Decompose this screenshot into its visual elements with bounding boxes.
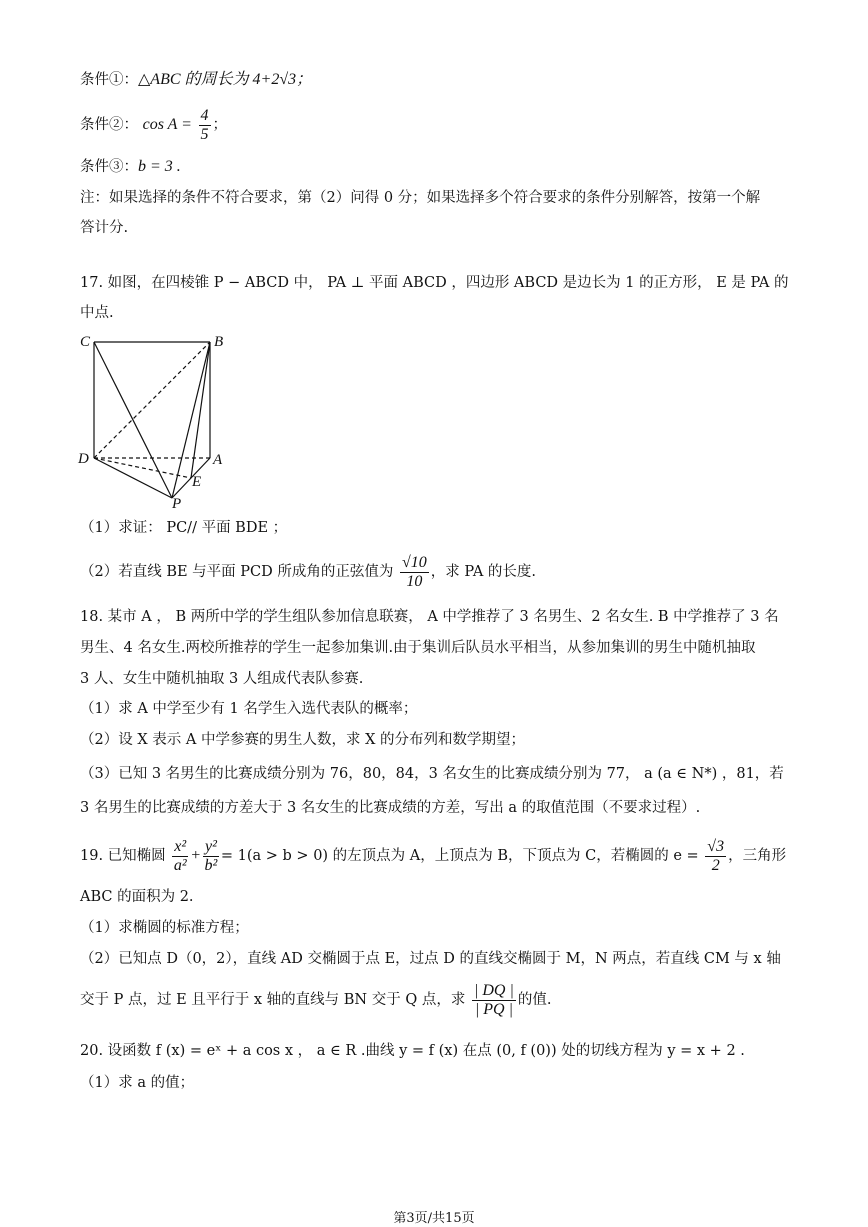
fraction-denominator: | PQ | <box>474 1000 513 1018</box>
q19-part-2-line-2 <box>80 980 551 1020</box>
edge-DE <box>94 458 191 478</box>
condition-2-end: ； <box>212 117 228 133</box>
pyramid-figure <box>76 330 236 510</box>
condition-1 <box>80 70 312 90</box>
q18-line-3: 3 人、女生中随机抽取 3 人组成代表队参赛. <box>80 671 364 687</box>
condition-2 <box>80 106 227 144</box>
q19-line-1 <box>80 836 786 876</box>
q20-line-1: 20. 设函数 f (x) = eˣ + a cos x ， a ∈ R .曲线 y = f (x) 在点 (0, f (0)) 处的切线方程为 y = x + 2 . <box>80 1043 745 1059</box>
fraction-numerator: | DQ | <box>473 981 514 999</box>
label-P: P <box>172 496 182 510</box>
q19-part-1: （1）求椭圆的标准方程； <box>80 920 249 936</box>
q19-part-2-post: 的值. <box>517 992 552 1008</box>
q19-part-2-pre: 交于 P 点，过 E 且平行于 x 轴的直线与 BN 交于 Q 点，求 <box>80 992 466 1008</box>
page-footer: 第3页/共15页 <box>393 1211 475 1226</box>
label-A: A <box>213 452 223 468</box>
fraction-numerator: y² <box>204 837 217 855</box>
fraction-numerator: √3 <box>707 837 725 855</box>
q18-part-3-line-1: （3）已知 3 名男生的比赛成绩分别为 76，80，84，3 名女生的比赛成绩分别为 77， a (a ∈ N*) ，81，若 <box>80 766 784 782</box>
fraction-denominator: 10 <box>406 572 423 590</box>
condition-2-lhs: cos A = <box>142 116 192 133</box>
fraction-denominator: b² <box>204 856 218 874</box>
q18-part-3-line-2: 3 名男生的比赛成绩的方差大于 3 名女生的比赛成绩的方差，写出 a 的取值范围（不要求过程）. <box>80 800 701 816</box>
condition-2-fraction <box>199 107 211 144</box>
q17-part-2 <box>80 552 536 592</box>
condition-3-prefix: 条件③： <box>80 159 138 175</box>
q19-e-fraction <box>705 838 726 875</box>
q17-part-2-fraction <box>400 554 429 591</box>
edge-DB <box>94 342 210 458</box>
q17-line-1: 17. 如图，在四棱锥 P − ABCD 中， PA ⊥ 平面 ABCD ，四边形 ABCD 是边长为 1 的正方形， E 是 PA 的 <box>80 275 789 291</box>
q18-line-1: 18. 某市 A ， B 两所中学的学生组队参加信息联赛， A 中学推荐了 3 名男生、2 名女生. B 中学推荐了 3 名 <box>80 609 779 625</box>
q19-line-2: ABC 的面积为 2. <box>80 889 194 905</box>
condition-3-text: b = 3 . <box>138 158 181 175</box>
note-line-2: 答计分. <box>80 220 129 236</box>
edge-DP <box>94 458 172 498</box>
edge-CP <box>94 342 172 498</box>
fraction-numerator: x² <box>174 837 187 855</box>
q19-y-fraction <box>203 838 219 875</box>
q19-part-2-line-1: （2）已知点 D（0，2），直线 AD 交椭圆于点 E，过点 D 的直线交椭圆于 M，N 两点，若直线 CM 与 x 轴 <box>80 951 781 967</box>
q17-part-2-post: ，求 PA 的长度. <box>430 564 537 580</box>
q19-pre: 19. 已知椭圆 <box>80 848 166 864</box>
q19-post: ，三角形 <box>728 848 787 864</box>
q17-part-2-pre: （2）若直线 BE 与平面 PCD 所成角的正弦值为 <box>80 564 394 580</box>
q18-part-1: （1）求 A 中学至少有 1 名学生入选代表队的概率； <box>80 701 418 717</box>
fraction-denominator: 5 <box>200 125 209 143</box>
condition-2-prefix: 条件②： <box>80 117 138 133</box>
q20-part-1: （1）求 a 的值； <box>80 1075 195 1091</box>
q18-line-2: 男生、4 名女生.两校所推荐的学生一起参加集训.由于集训后队员水平相当，从参加集训的男生中随机抽取 <box>80 640 756 656</box>
q19-equation: = 1(a > b > 0) 的左顶点为 A，上顶点为 B，下顶点为 C，若椭圆的 e = <box>220 848 699 864</box>
q17-line-2: 中点. <box>80 305 114 321</box>
label-D: D <box>78 451 89 467</box>
label-C: C <box>80 334 91 350</box>
label-E: E <box>192 474 202 490</box>
fraction-denominator: 2 <box>711 856 720 874</box>
fraction-denominator: a² <box>173 856 187 874</box>
label-B: B <box>214 334 224 350</box>
q18-part-2: （2）设 X 表示 A 中学参赛的男生人数，求 X 的分布列和数学期望； <box>80 732 525 748</box>
fraction-numerator: √10 <box>402 553 427 571</box>
q19-part-2-fraction <box>472 982 516 1019</box>
fraction-numerator: 4 <box>200 106 209 124</box>
condition-1-prefix: 条件①： <box>80 72 138 88</box>
condition-3 <box>80 157 181 177</box>
note-line-1: 注：如果选择的条件不符合要求，第（2）问得 0 分；如果选择多个符合要求的条件分别解答，按第一个解 <box>80 190 761 206</box>
condition-1-text: △ABC 的周长为 4+2√3； <box>138 71 313 88</box>
q17-part-1: （1）求证： PC// 平面 BDE ； <box>80 520 288 536</box>
q19-x-fraction <box>172 838 188 875</box>
q19-plus: + <box>190 847 201 864</box>
